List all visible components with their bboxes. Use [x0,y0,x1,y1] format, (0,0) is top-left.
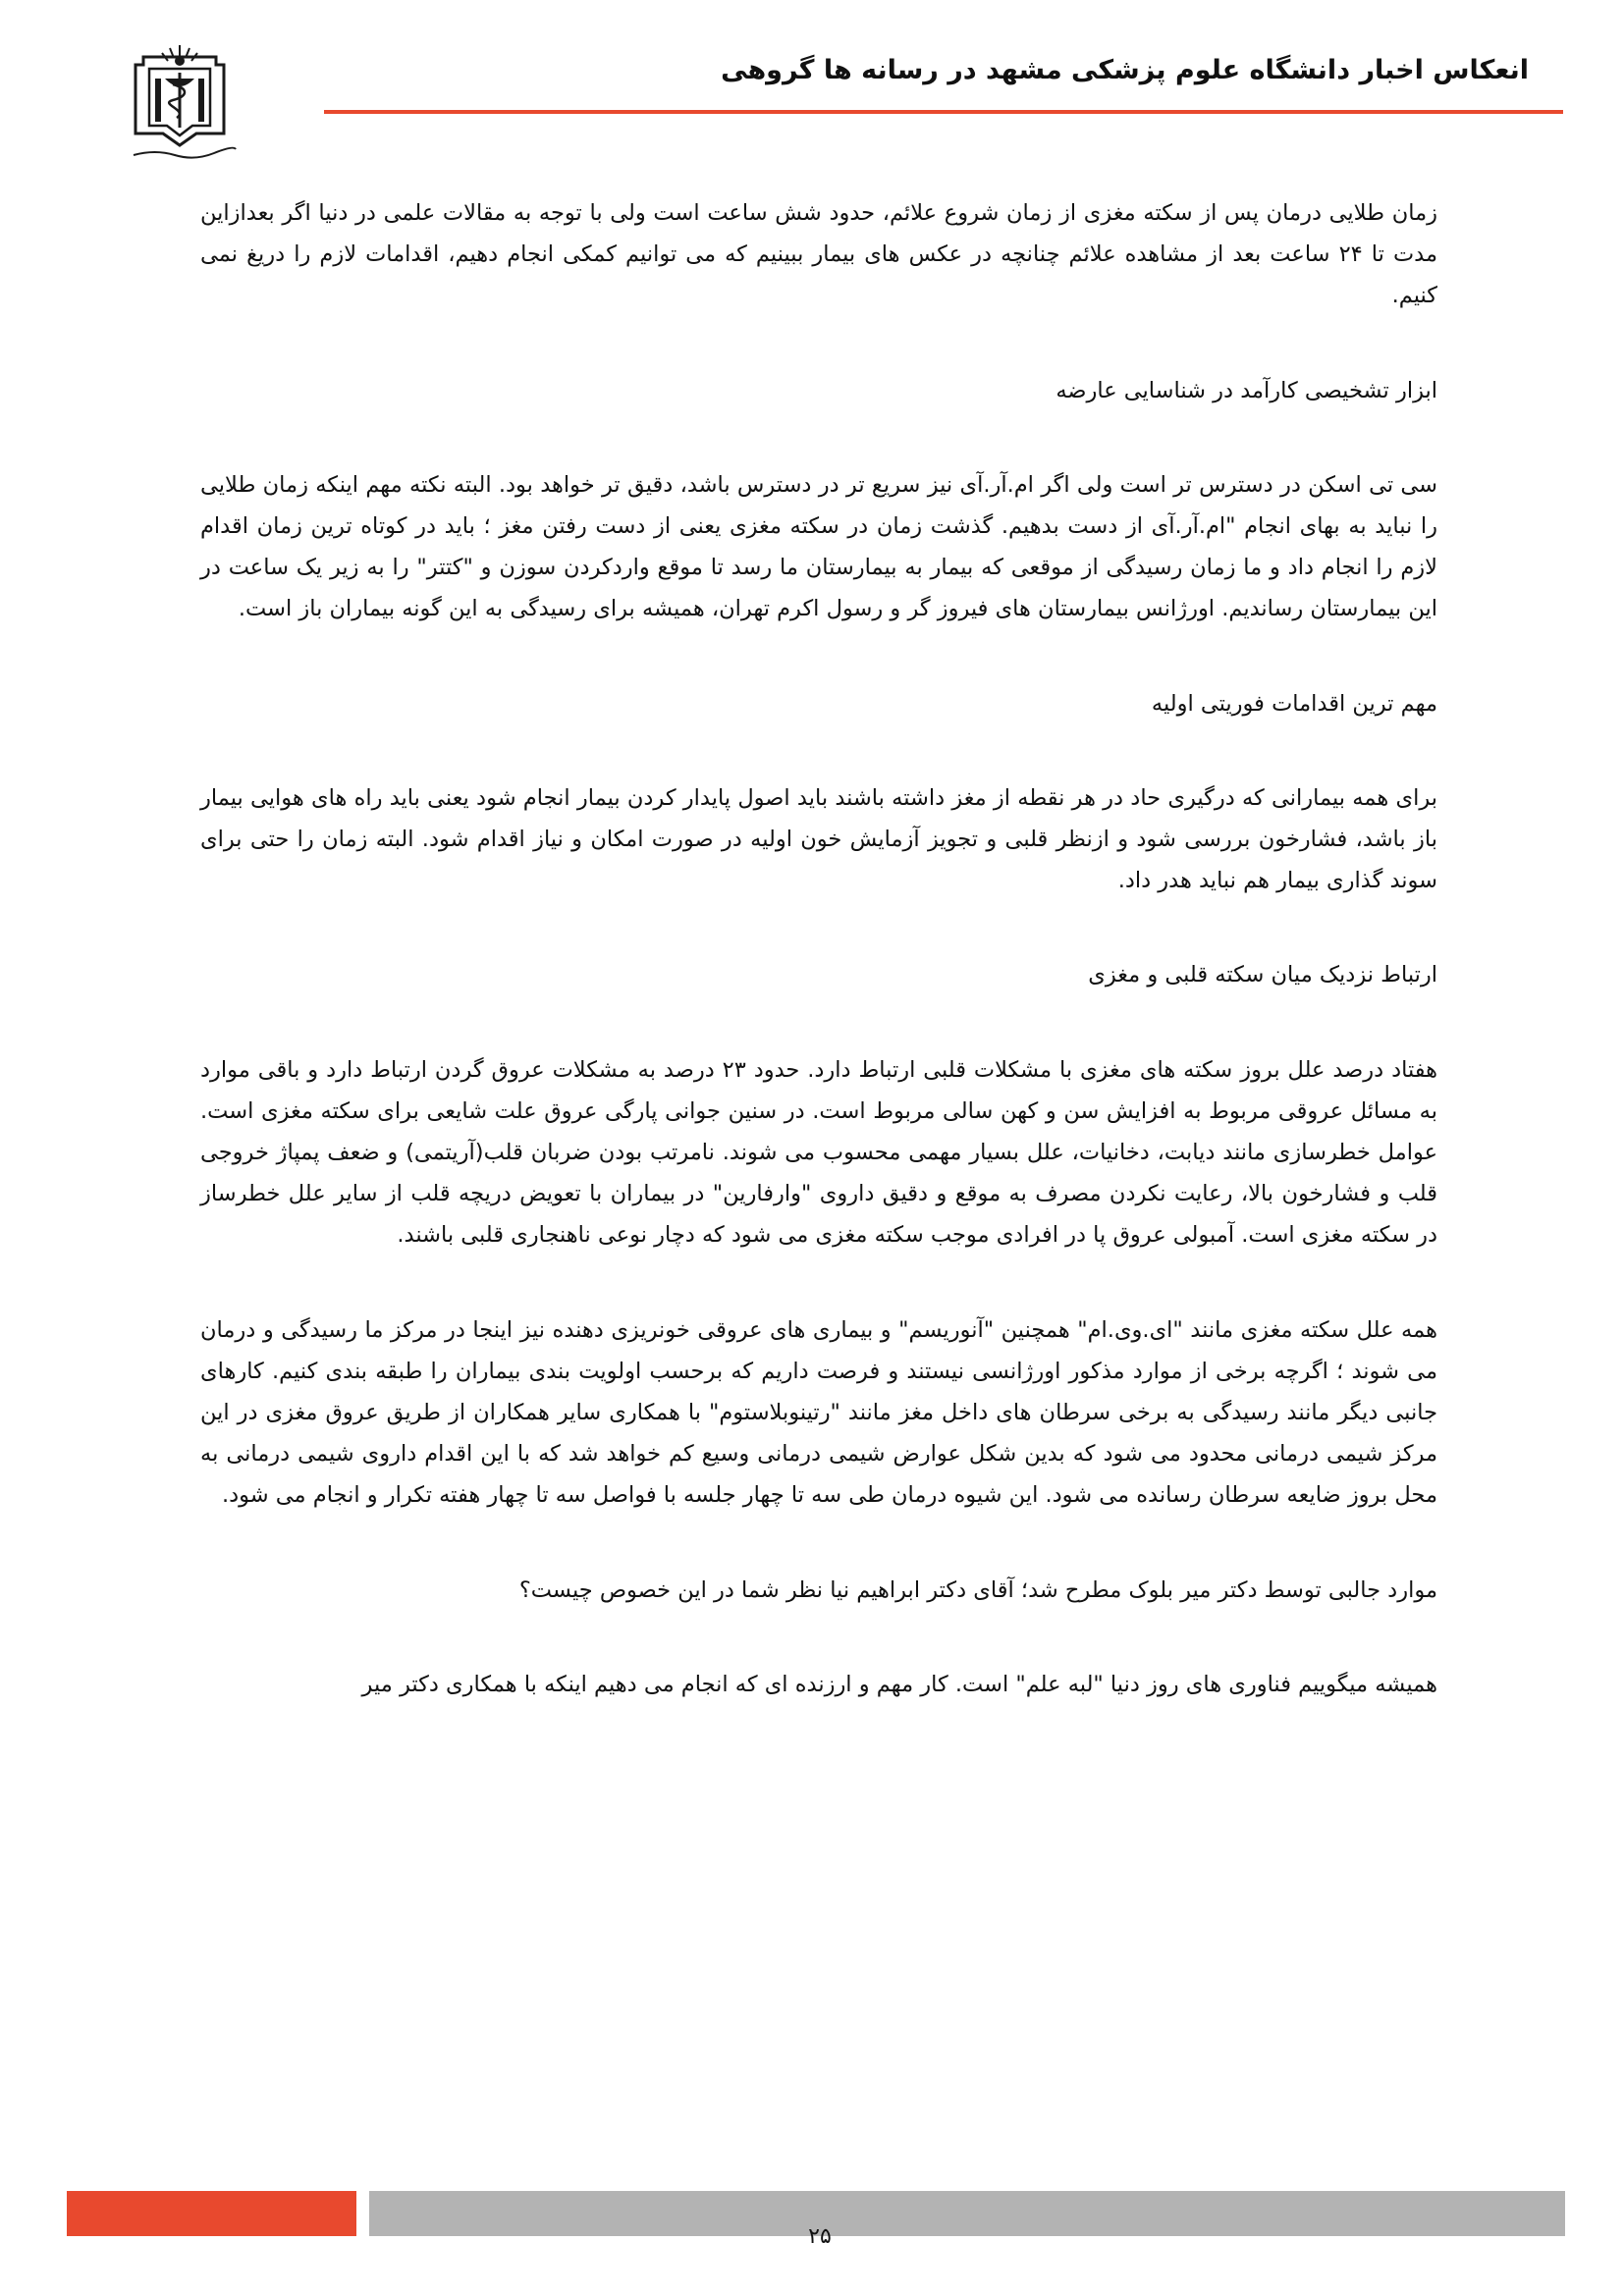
page-number: ۲۵ [808,2224,832,2249]
question-heading: موارد جالبی توسط دکتر میر بلوک مطرح شد؛ آقای دکتر ابراهیم نیا نظر شما در این خصوص چیست؟ [518,1576,1437,1603]
header-divider [324,110,1563,114]
section-heading: مهم ترین اقدامات فوریتی اولیه [1151,690,1437,717]
page-header-title: انعکاس اخبار دانشگاه علوم پزشکی مشهد در رسانه ها گروهی [721,55,1529,85]
paragraph: برای همه بیمارانی که درگیری حاد در هر نقطه از مغز داشته باشند باید اصول پایدار کردن بیمار انجام شود یعنی باید راه های هوایی بیمار باز باشد، فشارخون بررسی شود و ازنظر قلبی و تجویز آزمایش خون اولیه در صورت امکان و نیاز اقدام شود. البته زمان را حتی برای سوند گذاری بیمار هم نباید هدر داد. [200,784,1437,894]
section-heading: ارتباط نزدیک میان سکته قلبی و مغزی [1088,962,1437,988]
university-logo [116,39,244,167]
paragraph: همیشه میگوییم فناوری های روز دنیا "لبه علم" است. کار مهم و ارزنده ای که انجام می دهیم اینکه با همکاری دکتر میر [361,1671,1437,1697]
article-body [200,192,1437,1758]
paragraph: هفتاد درصد علل بروز سکته های مغزی با مشکلات قلبی ارتباط دارد. حدود ۲۳ درصد به مشکلات عروق گردن ارتباط دارد و باقی موارد به مسائل عروقی مربوط به افزایش سن و کهن سالی مربوط است. در سنین جوانی پارگی عروق علت شایعی برای سکته مغزی است. عوامل خطرسازی مانند دیابت، دخانیات، علل بسیار مهمی محسوب می شوند. نامرتب بودن ضربان قلب(آریتمی) و ضعف پمپاژ خروجی قلب و فشارخون بالا، رعایت نکردن مصرف به موقع و دقیق داروی "وارفارین" در بیماران با تعویض دریچه قلب از سایر علل خطرساز در سکته مغزی است. آمبولی عروق پا در افرادی موجب سکته مغزی می شود که دچار نوعی ناهنجاری قلبی باشند. [200,1056,1437,1249]
footer-red-bar [67,2191,356,2236]
university-emblem-icon [116,39,244,167]
footer-gray-bar [369,2191,1565,2236]
paragraph: همه علل سکته مغزی مانند "ای.وی.ام" همچنین "آنوریسم" و بیماری های عروقی خونریزی دهنده نیز اینجا در مرکز ما رسیدگی و درمان می شوند ؛ اگرچه برخی از موارد مذکور اورژانسی نیستند و فرصت داریم که برحسب اولویت بندی بیماران را طبقه بندی کنیم. کارهای جانبی دیگر مانند رسیدگی به برخی سرطان های داخل مغز مانند "رتینوبلاستوم" با همکاری سایر همکاران از طریق عروق مغزی در این مرکز شیمی درمانی محدود می شود که بدین شکل عوارض شیمی درمانی وسیع کم خواهد شد که با این اقدام داروی شیمی درمانی به محل بروز ضایعه سرطان رسانده می شود. این شیوه درمان طی سه تا چهار جلسه با فواصل سه تا چهار هفته تکرار و انجام می شود. [200,1316,1437,1509]
section-heading: ابزار تشخیصی کارآمد در شناسایی عارضه [1056,377,1437,403]
paragraph: سی تی اسکن در دسترس تر است ولی اگر ام.آر.آی نیز سریع تر در دسترس باشد، دقیق تر خواهد بود. البته نکته مهم اینکه زمان طلایی را نباید به بهای انجام "ام.آر.آی از دست بدهیم. گذشت زمان در سکته مغزی یعنی از دست رفتن مغز ؛ باید در کوتاه ترین زمان اقدام لازم را انجام داد و ما زمان رسیدگی از موقعی که بیمار به بیمارستان ما رسد تا موقع واردکردن سوزن و "کتتر" را به زیر یک ساعت در این بیمارستان رساندیم. اورژانس بیمارستان های فیروز گر و رسول اکرم تهران، همیشه برای رسیدگی به این گونه بیماران باز است. [200,471,1437,622]
paragraph: زمان طلایی درمان پس از سکته مغزی از زمان شروع علائم، حدود شش ساعت است ولی با توجه به مقالات علمی در دنیا اگر بعدازاین مدت تا ۲۴ ساعت بعد از مشاهده علائم چنانچه در عکس های بیمار ببینیم که می توانیم کمکی انجام دهیم، اقدامات لازم را دریغ نمی کنیم. [200,200,1438,309]
